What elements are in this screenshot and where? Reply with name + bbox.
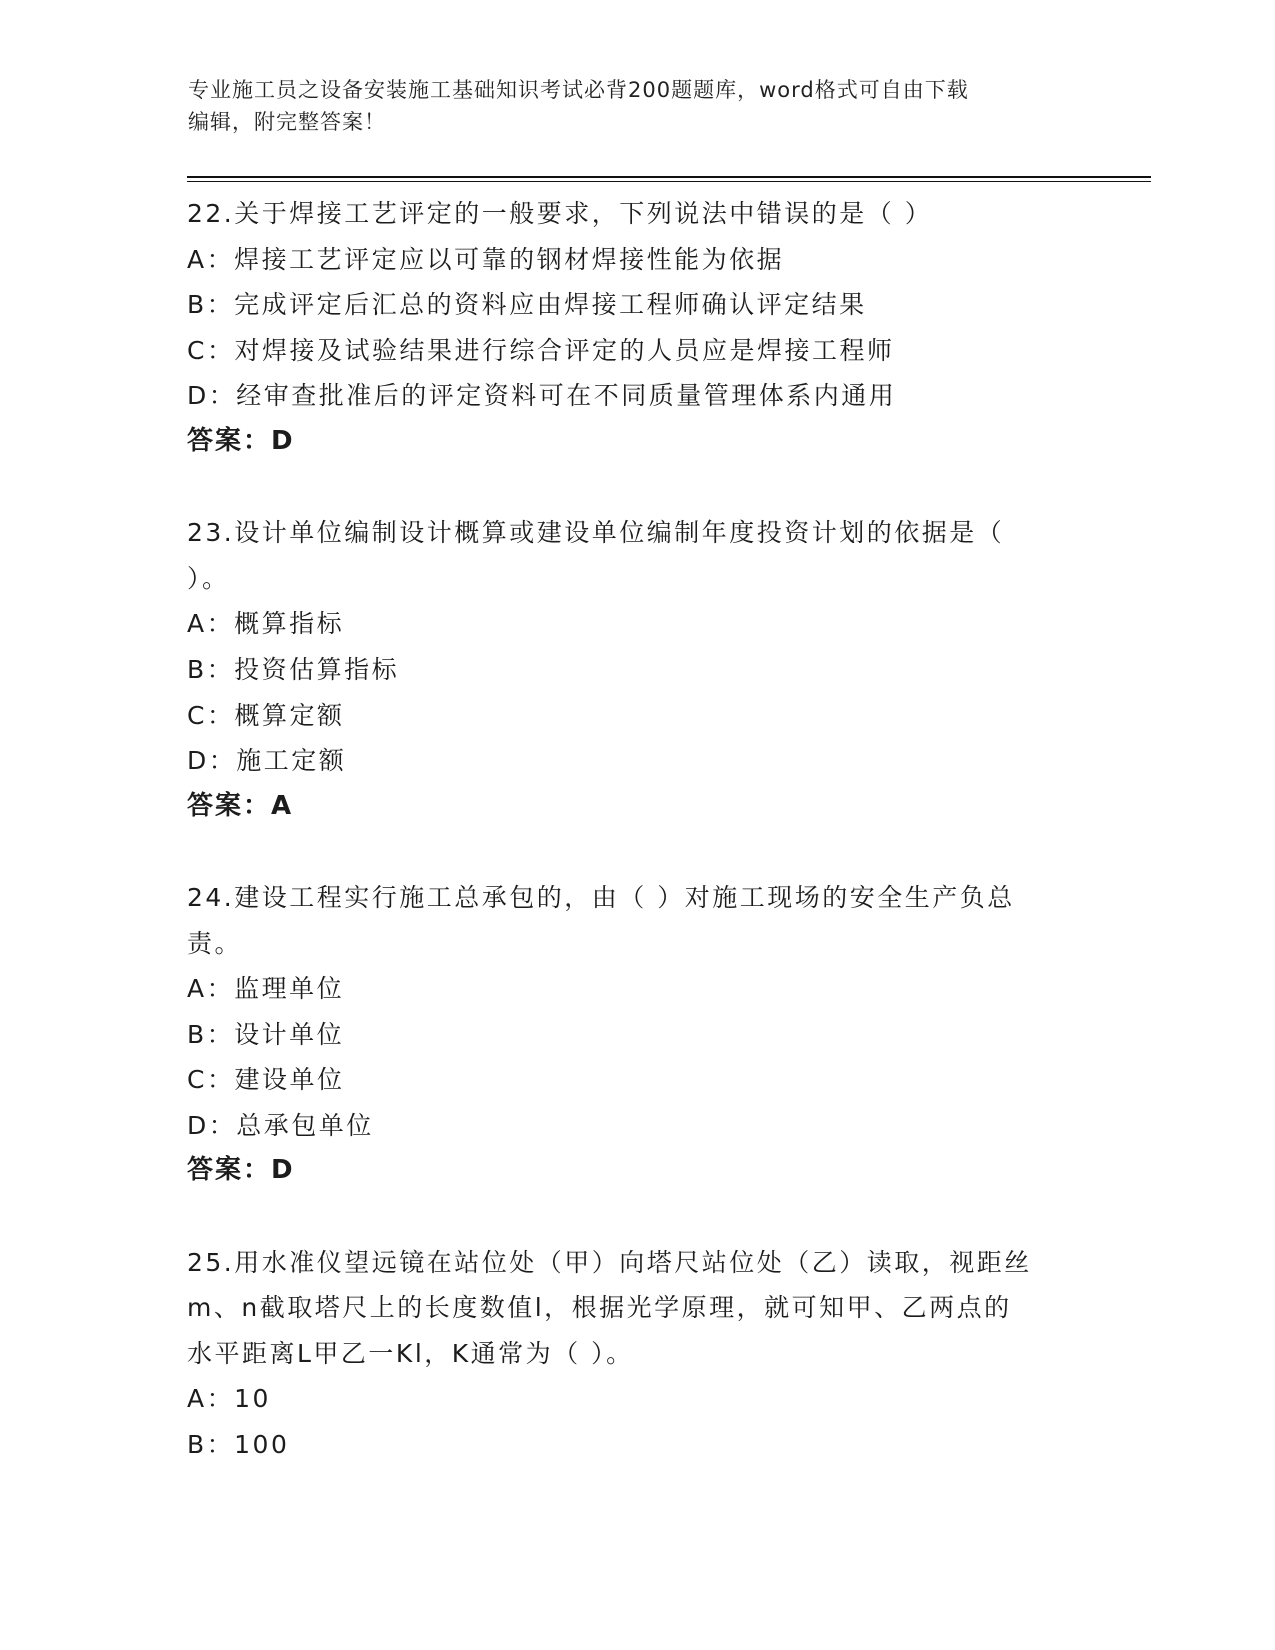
option-c: C：概算定额 xyxy=(187,700,345,730)
option-d: D：总承包单位 xyxy=(187,1110,374,1140)
option-b: B：完成评定后汇总的资料应由焊接工程师确认评定结果 xyxy=(187,290,867,320)
header-divider-thin xyxy=(187,181,1151,182)
answer-text: 答案：A xyxy=(187,790,294,821)
option-a: A：10 xyxy=(187,1384,271,1414)
question-stem: 23.设计单位编制设计概算或建设单位编制年度投资计划的依据是（ xyxy=(187,518,1005,548)
option-a: A：监理单位 xyxy=(187,974,345,1004)
option-b: B：100 xyxy=(187,1430,290,1460)
option-c: C：对焊接及试验结果进行综合评定的人员应是焊接工程师 xyxy=(187,335,895,365)
option-d: D：施工定额 xyxy=(187,746,347,776)
spacer xyxy=(187,829,1087,875)
question-block xyxy=(187,875,1087,1194)
spacer xyxy=(187,1194,1087,1240)
question-block xyxy=(187,1240,1087,1468)
answer-text: 答案：D xyxy=(187,425,295,456)
header-divider-thick xyxy=(187,176,1151,178)
question-stem: 24.建设工程实行施工总承包的，由（ ）对施工现场的安全生产负总 xyxy=(187,882,1015,912)
question-stem: 25.用水准仪望远镜在站位处（甲）向塔尺站位处（乙）读取，视距丝 xyxy=(187,1247,1032,1277)
question-stem: 22.关于焊接工艺评定的一般要求，下列说法中错误的是（ ） xyxy=(187,199,933,228)
header-line-1: 专业施工员之设备安装施工基础知识考试必背200题题库，word格式可自由下载 xyxy=(188,78,969,102)
option-b: B：设计单位 xyxy=(187,1019,345,1049)
document-header xyxy=(188,74,1088,138)
option-a: A：概算指标 xyxy=(187,609,345,639)
question-stem-continued: 水平距离L甲乙一Kl，K通常为（ ）。 xyxy=(187,1338,634,1368)
option-d: D：经审查批准后的评定资料可在不同质量管理体系内通用 xyxy=(187,381,897,411)
question-block xyxy=(187,191,1087,465)
question-stem-continued: 责。 xyxy=(187,928,243,958)
question-stem-continued: m、n截取塔尺上的长度数值l，根据光学原理，就可知甲、乙两点的 xyxy=(187,1293,1012,1323)
question-block xyxy=(187,510,1087,829)
spacer xyxy=(187,465,1087,511)
option-a: A：焊接工艺评定应以可靠的钢材焊接性能为依据 xyxy=(187,244,785,274)
question-stem-continued: ）。 xyxy=(187,563,230,593)
option-b: B：投资估算指标 xyxy=(187,654,400,684)
option-c: C：建设单位 xyxy=(187,1065,345,1095)
answer-text: 答案：D xyxy=(187,1155,295,1186)
header-line-2: 编辑，附完整答案！ xyxy=(188,110,386,134)
question-list xyxy=(187,191,1087,1468)
